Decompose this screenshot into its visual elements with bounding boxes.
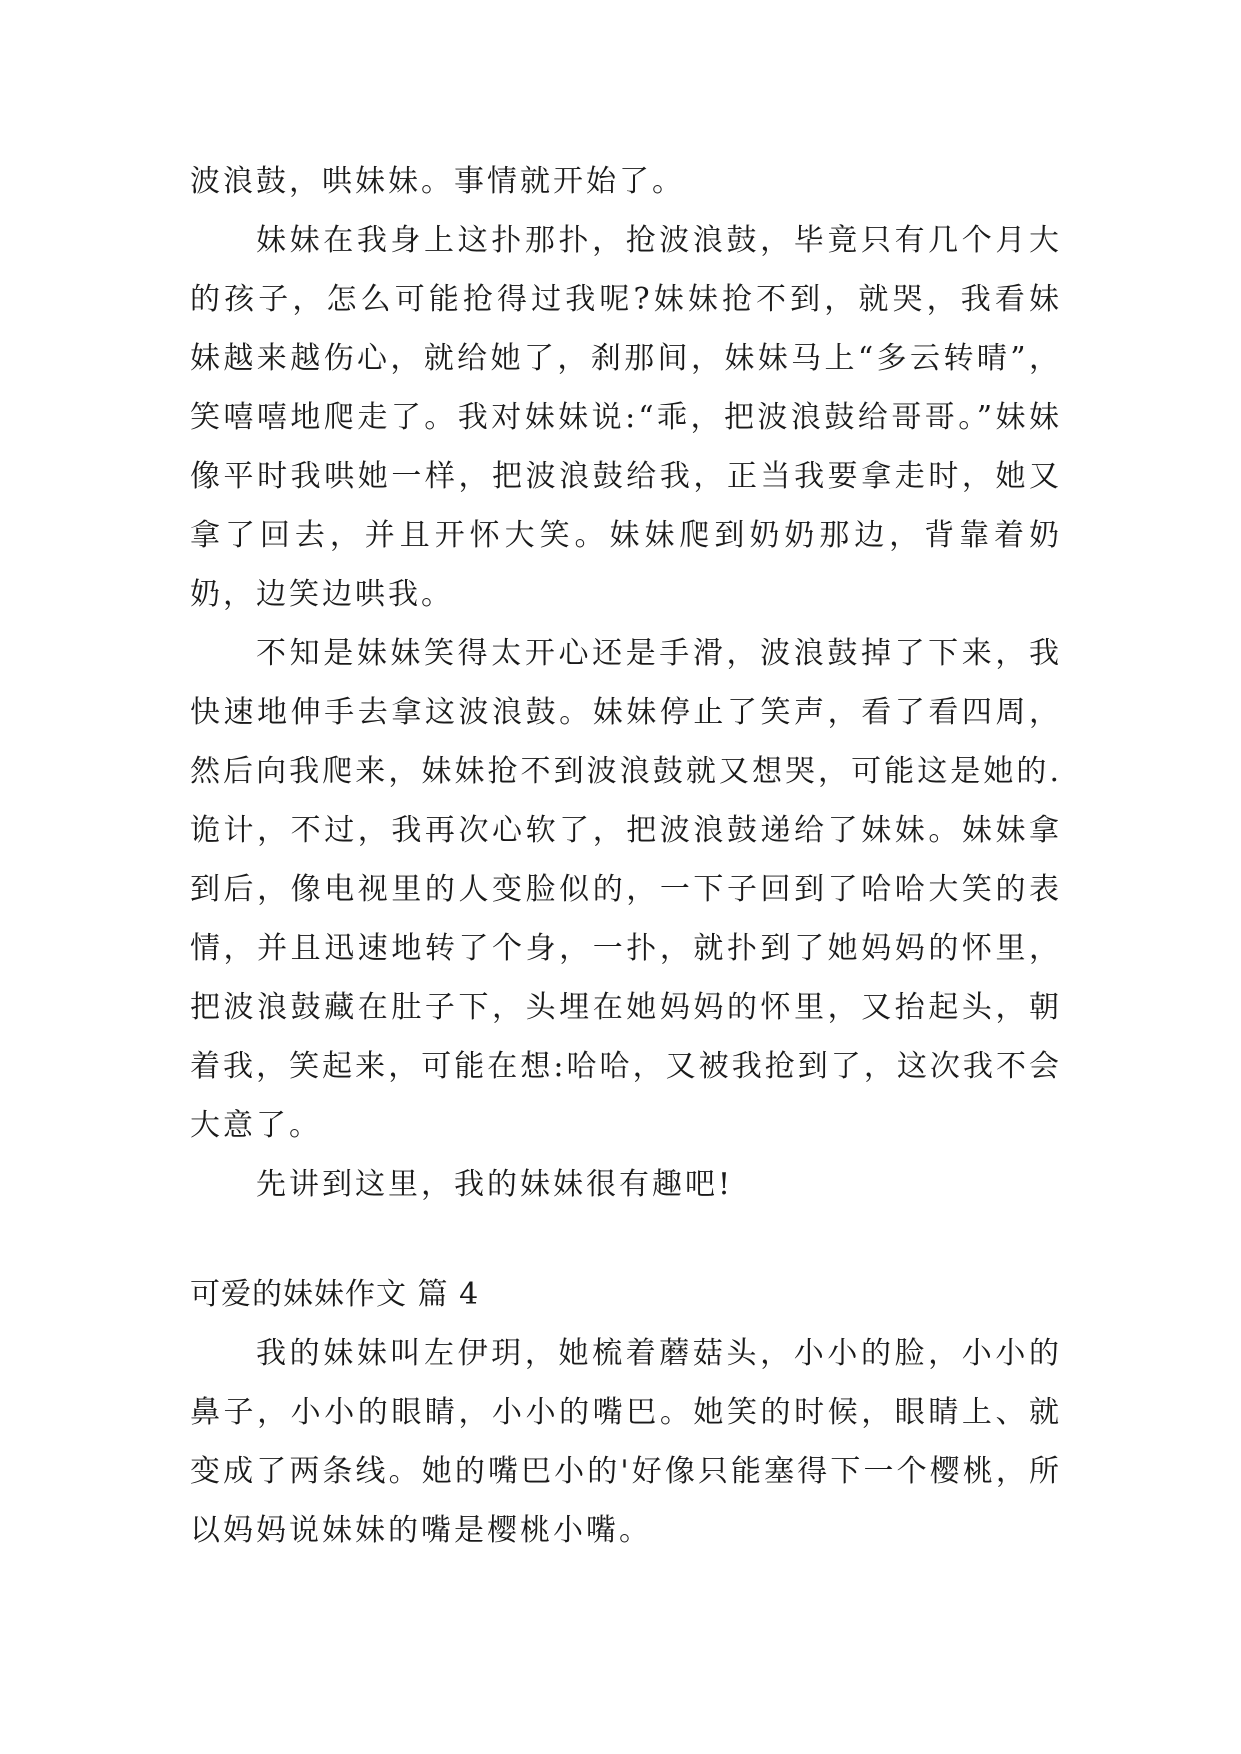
paragraph: 波浪鼓，哄妹妹。事情就开始了。 [190, 164, 685, 199]
section-heading: 可爱的妹妹作文 篇 4 [190, 1277, 480, 1312]
paragraph: 妹妹在我身上这扑那扑，抢波浪鼓，毕竟只有几个月大的孩子，怎么可能抢得过我呢?妹妹抢不到，就哭，我看妹妹越来越伤心，就给她了，刹那间，妹妹马上“多云转晴”，笑嘻嘻地爬走了。我对妹妹说:“乖，把波浪鼓给哥哥。”妹妹像平时我哄她一样，把波浪鼓给我，正当我要拿走时，她又拿了回去，并且开怀大笑。妹妹爬到奶奶那边，背靠着奶奶，边笑边哄我。 [190, 223, 1062, 612]
paragraph: 先讲到这里，我的妹妹很有趣吧! [256, 1167, 734, 1202]
paragraph: 不知是妹妹笑得太开心还是手滑，波浪鼓掉了下来，我快速地伸手去拿这波浪鼓。妹妹停止了笑声，看了看四周，然后向我爬来，妹妹抢不到波浪鼓就又想哭，可能这是她的.诡计，不过，我再次心软了，把波浪鼓递给了妹妹。妹妹拿到后，像电视里的人变脸似的，一下子回到了哈哈大笑的表情，并且迅速地转了个身，一扑，就扑到了她妈妈的怀里，把波浪鼓藏在肚子下，头埋在她妈妈的怀里，又抬起头，朝着我，笑起来，可能在想:哈哈，又被我抢到了，这次我不会大意了。 [190, 636, 1062, 1143]
paragraph: 我的妹妹叫左伊玥，她梳着蘑菇头，小小的脸，小小的鼻子，小小的眼睛，小小的嘴巴。她笑的时候，眼睛上、就变成了两条线。她的嘴巴小的'好像只能塞得下一个樱桃，所以妈妈说妹妹的嘴是樱桃小嘴。 [190, 1336, 1062, 1548]
document-body [190, 152, 1062, 1560]
